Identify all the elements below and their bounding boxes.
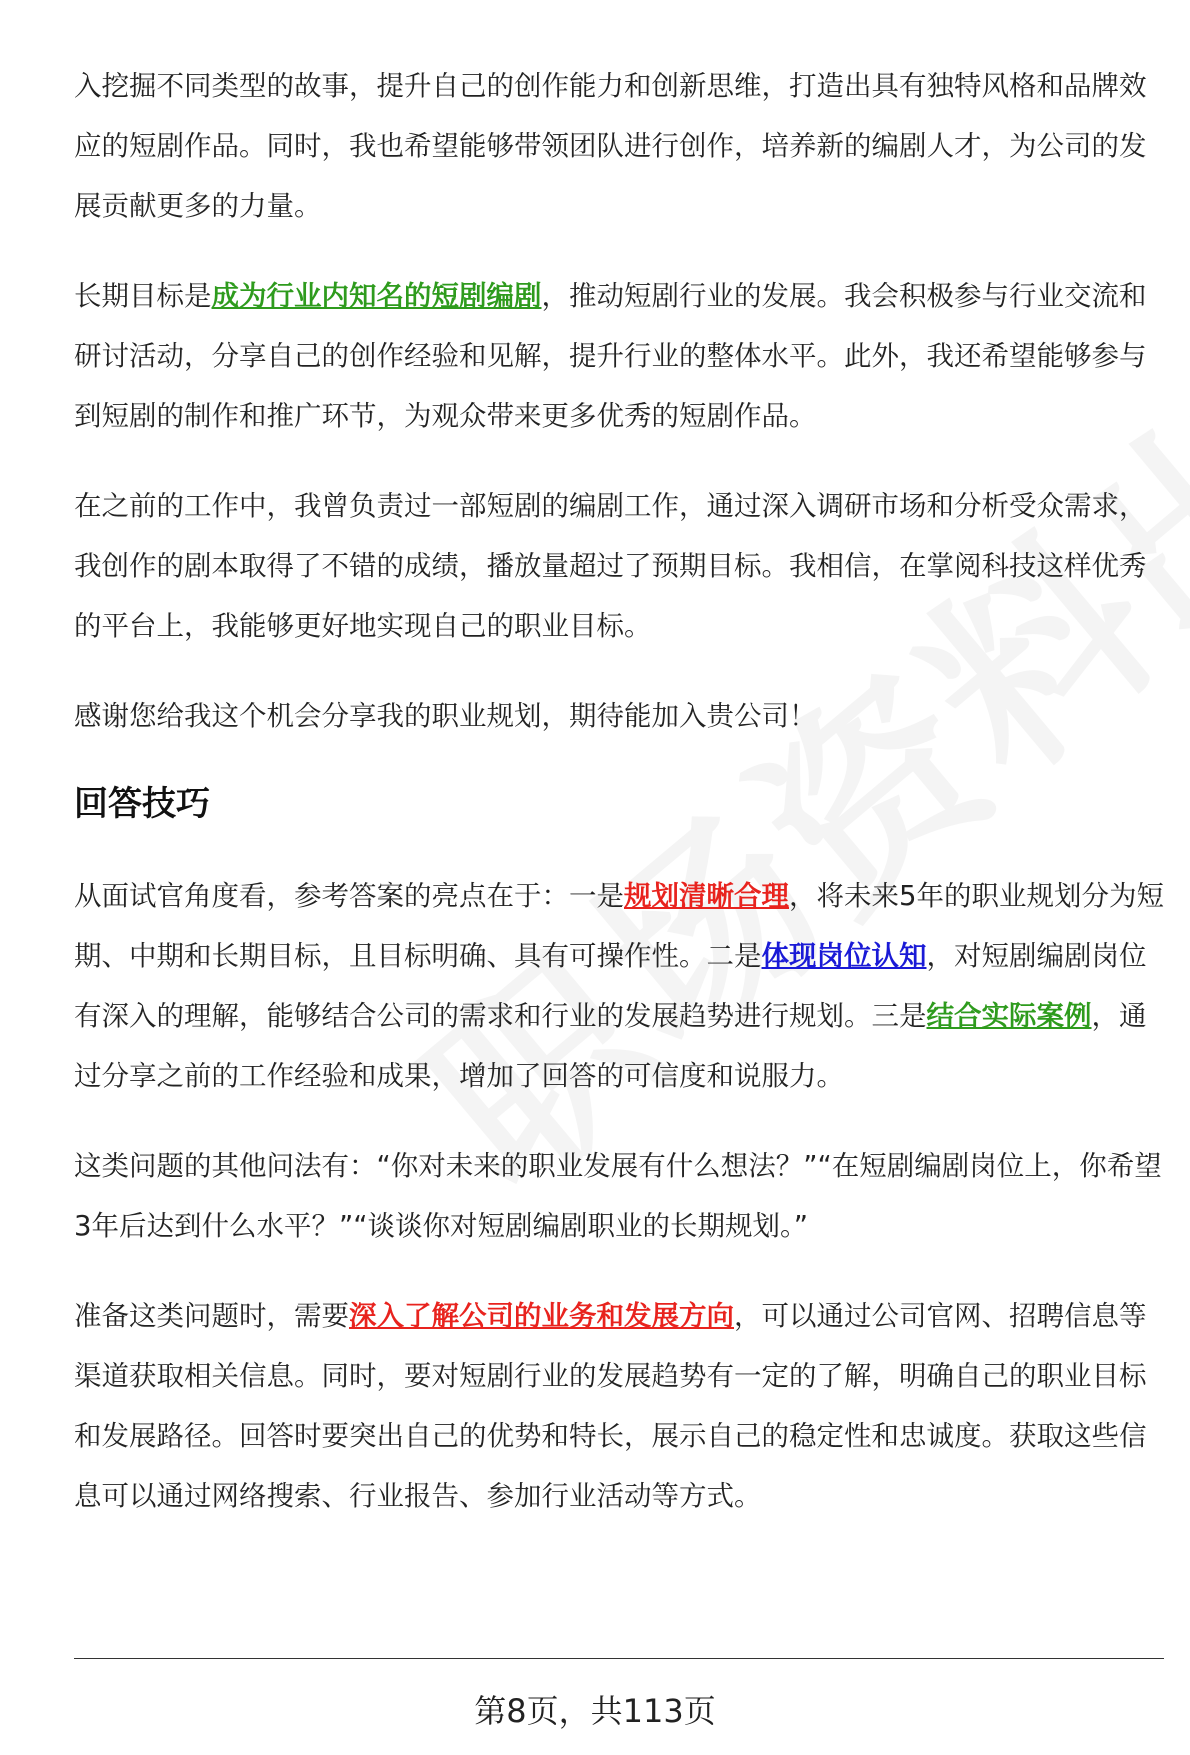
tip-paragraph — [74, 1286, 1164, 1526]
highlight-text: 深入了解公司的业务和发展方向 — [349, 1300, 734, 1332]
body-text: 从面试官角度看，参考答案的亮点在于：一是 — [74, 880, 624, 912]
body-text: ，对短剧编剧岗位有深入的理解，能够结合公司的需求和行业的发展趋势进行规划。三是 — [74, 940, 1147, 1032]
highlight-text: 体现岗位认知 — [761, 940, 927, 972]
paragraph — [74, 56, 1164, 236]
body-text: ，可以通过公司官网、招聘信息等渠道获取相关信息。同时，要对短剧行业的发展趋势有一定的了解，明确自己的职业目标和发展路径。回答时要突出自己的优势和特长，展示自己的稳定性和忠诚度。获取这些信息可以通过网络搜索、行业报告、参加行业活动等方式。 — [74, 1300, 1147, 1512]
tip-paragraph — [74, 1136, 1164, 1256]
body-text: ，通过分享之前的工作经验和成果，增加了回答的可信度和说服力。 — [74, 1000, 1147, 1092]
page-number: 第8页，共113页 — [474, 1692, 716, 1730]
highlight-text: 规划清晰合理 — [624, 880, 789, 912]
document-body — [74, 56, 1164, 1556]
section-title: 回答技巧 — [74, 784, 210, 824]
highlight-text: 成为行业内知名的短剧编剧 — [211, 280, 542, 312]
footer-divider — [74, 1658, 1164, 1659]
answer-paragraphs — [74, 56, 1164, 746]
tips-paragraphs — [74, 866, 1164, 1526]
body-text: 入挖掘不同类型的故事，提升自己的创作能力和创新思维，打造出具有独特风格和品牌效应的短剧作品。同时，我也希望能够带领团队进行创作，培养新的编剧人才，为公司的发展贡献更多的力量。 — [74, 70, 1147, 222]
body-text: 这类问题的其他问法有：“你对未来的职业发展有什么想法？”“在短剧编剧岗位上，你希望3年后达到什么水平？”“谈谈你对短剧编剧职业的长期规划。” — [74, 1150, 1162, 1242]
body-text: ，推动短剧行业的发展。我会积极参与行业交流和研讨活动，分享自己的创作经验和见解，提升行业的整体水平。此外，我还希望能够参与到短剧的制作和推广环节，为观众带来更多优秀的短剧作品。 — [74, 280, 1147, 432]
paragraph — [74, 686, 1164, 746]
body-text: 在之前的工作中，我曾负责过一部短剧的编剧工作，通过深入调研市场和分析受众需求，我创作的剧本取得了不错的成绩，播放量超过了预期目标。我相信，在掌阅科技这样优秀的平台上，我能够更好地实现自己的职业目标。 — [74, 490, 1147, 642]
paragraph — [74, 476, 1164, 656]
paragraph — [74, 266, 1164, 446]
highlight-text: 结合实际案例 — [926, 1000, 1092, 1032]
body-text: ，将未来5年的职业规划分为短期、中期和长期目标，且目标明确、具有可操作性。二是 — [74, 880, 1164, 972]
body-text: 准备这类问题时，需要 — [74, 1300, 349, 1332]
body-text: 长期目标是 — [74, 280, 212, 312]
tip-paragraph — [74, 866, 1164, 1106]
body-text: 感谢您给我这个机会分享我的职业规划，期待能加入贵公司！ — [74, 700, 817, 732]
